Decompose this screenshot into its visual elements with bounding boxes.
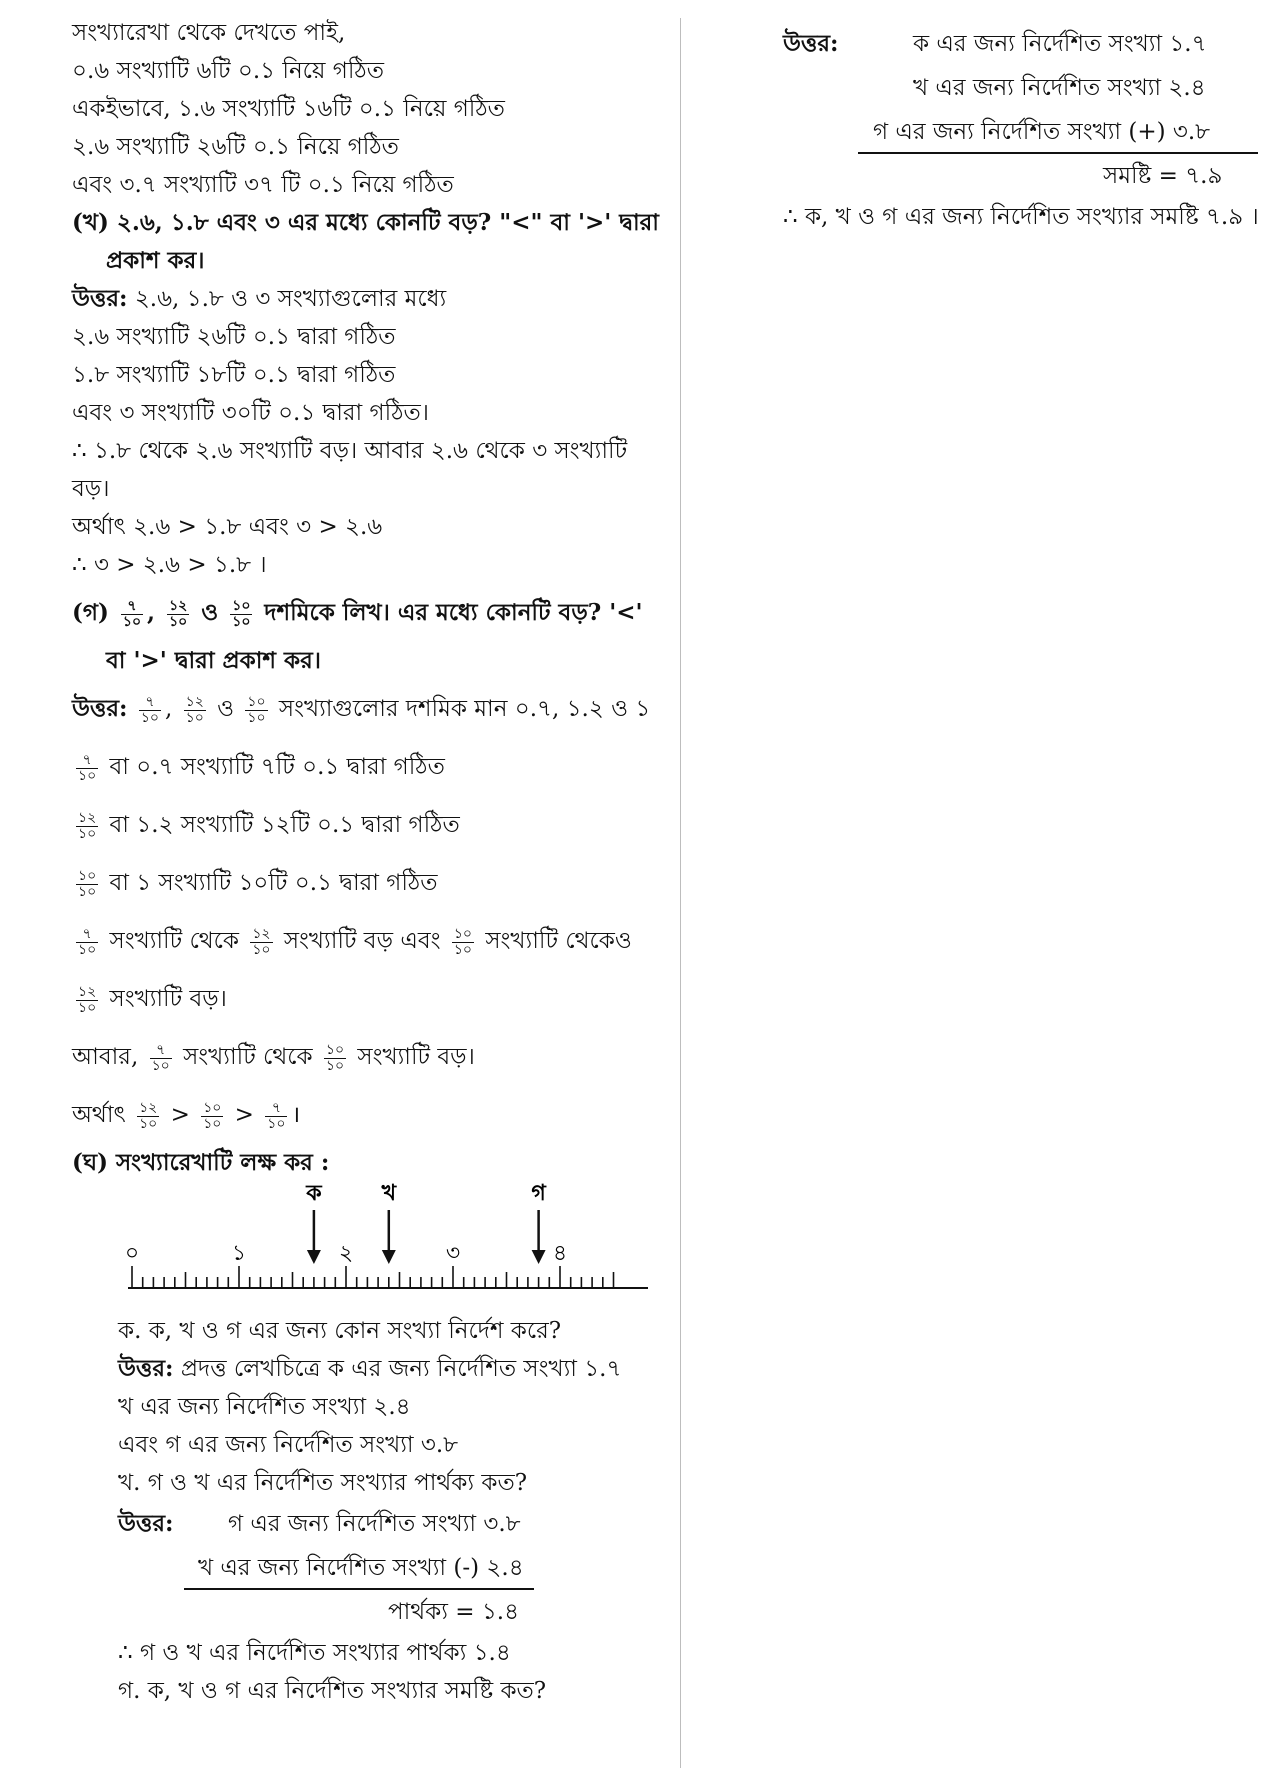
difference-row xyxy=(118,1590,672,1634)
number-line-label: ২ xyxy=(338,1241,354,1266)
fraction-7-10 xyxy=(76,927,98,958)
subtraction-row xyxy=(118,1546,672,1590)
numerator: ৭ xyxy=(139,695,161,711)
answer-text: প্রদত্ত লেখচিত্রে ক এর জন্য নির্দেশিত সংখ্যা ১.৭ xyxy=(173,1356,622,1382)
number-line-label: ১ xyxy=(231,1241,247,1266)
sum-row xyxy=(783,22,1263,66)
end-mark: । xyxy=(291,1102,301,1128)
text-line: ০.৬ সংখ্যাটি ৬টি ০.১ নিয়ে গঠিত xyxy=(72,58,384,84)
comma: , xyxy=(147,599,156,626)
text-line xyxy=(72,1086,672,1144)
answer-text: ২.৬, ১.৮ ও ৩ সংখ্যাগুলোর মধ্যে xyxy=(127,286,447,312)
line-text: বা ০.৭ সংখ্যাটি ৭টি ০.১ দ্বারা গঠিত xyxy=(102,754,445,780)
text-line: অর্থাৎ ২.৬ > ১.৮ এবং ৩ > ২.৬ xyxy=(72,514,383,540)
denominator: ১০ xyxy=(78,883,97,900)
text-line xyxy=(72,796,672,854)
number-line-label: ০ xyxy=(124,1241,140,1266)
number-line-svg xyxy=(124,1180,688,1312)
denominator: ১০ xyxy=(185,709,204,726)
question-ga xyxy=(72,584,672,642)
sum-row xyxy=(783,66,1263,110)
comma: , xyxy=(165,696,173,722)
marker-arrow-head xyxy=(307,1250,321,1264)
numerator: ৭ xyxy=(121,599,143,615)
numerator: ৭ xyxy=(265,1101,287,1117)
number-line-label: ৪ xyxy=(552,1241,568,1266)
conjunction: ও xyxy=(201,599,219,626)
line-text: সংখ্যাটি বড়। xyxy=(102,986,227,1012)
sum-operand: খ এর জন্য নির্দেশিত সংখ্যা ২.৪ xyxy=(913,75,1206,101)
fraction-12-10 xyxy=(167,599,189,630)
fraction-10-10 xyxy=(201,1101,223,1132)
numerator: ১২ xyxy=(185,693,204,710)
answer-label: উত্তর: xyxy=(783,30,839,57)
line-text: সংখ্যাটি বড় এবং xyxy=(276,928,448,954)
line-text: সংখ্যাটি থেকে xyxy=(102,928,247,954)
fraction-10-10 xyxy=(230,599,252,630)
sum-operand: ক এর জন্য নির্দেশিত সংখ্যা ১.৭ xyxy=(913,31,1207,57)
numerator: ১০ xyxy=(453,925,473,942)
fraction-7-10 xyxy=(265,1101,287,1132)
fraction-7-10 xyxy=(76,753,98,784)
numerator: ১২ xyxy=(78,983,97,1000)
fraction-10-10 xyxy=(452,927,474,958)
line-text: বা ১.২ সংখ্যাটি ১২টি ০.১ দ্বারা গঠিত xyxy=(102,812,460,838)
text-line: বড়। xyxy=(72,476,110,502)
fraction-10-10 xyxy=(324,1043,346,1074)
operator: > xyxy=(163,1102,198,1128)
sum-operand: গ এর জন্য নির্দেশিত সংখ্যা (+) ৩.৮ xyxy=(873,119,1211,145)
sum-result: সমষ্টি = ৭.৯ xyxy=(1103,163,1223,189)
text-line xyxy=(72,738,672,796)
fraction-7-10 xyxy=(139,695,161,726)
question-g: গ. ক, খ ও গ এর নির্দেশিত সংখ্যার সমষ্টি কত? xyxy=(118,1678,547,1704)
denominator: ১০ xyxy=(169,613,188,630)
text-line xyxy=(72,912,672,970)
operator: > xyxy=(227,1102,262,1128)
denominator: ১০ xyxy=(78,999,97,1016)
numerator: ১২ xyxy=(252,925,271,942)
sum-total-row xyxy=(783,154,1263,198)
difference-result: পার্থক্য = ১.৪ xyxy=(388,1599,519,1625)
right-column xyxy=(783,22,1263,236)
question-kha-cont: প্রকাশ কর। xyxy=(106,247,205,274)
text-line xyxy=(72,854,672,912)
number-line-label: ৩ xyxy=(445,1241,461,1266)
line-text: সংখ্যাটি থেকে xyxy=(175,1044,320,1070)
sum-row xyxy=(783,110,1263,154)
fraction-12-10 xyxy=(250,927,272,958)
line-text: অর্থাৎ xyxy=(72,1102,134,1128)
denominator: ১০ xyxy=(78,825,97,842)
numerator: ৭ xyxy=(76,753,98,769)
question-text: দশমিকে লিখ। এর মধ্যে কোনটি বড়? '<' xyxy=(256,599,643,626)
subtraction-operand: খ এর জন্য নির্দেশিত সংখ্যা (-) ২.৪ xyxy=(198,1555,524,1581)
marker-label: গ xyxy=(531,1180,546,1206)
question-ga-cont: বা '>' দ্বারা প্রকাশ কর। xyxy=(106,647,322,674)
conjunction: ও xyxy=(217,696,235,722)
line-text: আবার, xyxy=(72,1044,146,1070)
text-line: এবং গ এর জন্য নির্দেশিত সংখ্যা ৩.৮ xyxy=(118,1432,459,1458)
answer-text: সংখ্যাগুলোর দশমিক মান ০.৭, ১.২ ও ১ xyxy=(271,696,651,722)
numerator: ১০ xyxy=(325,1041,345,1058)
question-gha: (ঘ) সংখ্যারেখাটি লক্ষ কর : xyxy=(72,1149,330,1176)
line-text: সংখ্যাটি থেকেও xyxy=(478,928,632,954)
fraction-12-10 xyxy=(137,1101,159,1132)
marker-arrow-head xyxy=(532,1250,546,1264)
question-label: (গ) xyxy=(72,599,109,626)
marker-label: খ xyxy=(381,1180,397,1206)
question-kha: (খ) ২.৬, ১.৮ এবং ৩ এর মধ্যে কোনটি বড়? "<" বা '>' দ্বারা xyxy=(72,209,659,236)
denominator: ১০ xyxy=(453,941,473,958)
answer-label: উত্তর: xyxy=(72,285,128,312)
numerator: ৭ xyxy=(150,1043,172,1059)
text-line: ২.৬ সংখ্যাটি ২৬টি ০.১ নিয়ে গঠিত xyxy=(72,134,399,160)
denominator: ১০ xyxy=(232,613,251,630)
denominator: ১০ xyxy=(122,613,142,630)
numerator: ১০ xyxy=(247,693,266,710)
conclusion-line: ∴ ক, খ ও গ এর জন্য নির্দেশিত সংখ্যার সমষ্টি ৭.৯ । xyxy=(783,204,1259,230)
text-line xyxy=(72,970,672,1028)
marker-label: ক xyxy=(306,1180,322,1206)
denominator: ১০ xyxy=(151,1057,170,1074)
fraction-12-10 xyxy=(184,695,206,726)
numerator: ১২ xyxy=(78,809,97,826)
numerator: ১০ xyxy=(232,597,251,614)
text-line xyxy=(72,1028,672,1086)
denominator: ১০ xyxy=(139,1115,158,1132)
denominator: ১০ xyxy=(140,709,160,726)
answer-line xyxy=(72,680,672,738)
fraction-7-10 xyxy=(150,1043,172,1074)
text-line: ১.৮ সংখ্যাটি ১৮টি ০.১ দ্বারা গঠিত xyxy=(72,362,396,388)
text-line: সংখ্যারেখা থেকে দেখতে পাই, xyxy=(72,20,346,46)
numerator: ৭ xyxy=(76,927,98,943)
number-line-figure xyxy=(124,1180,688,1312)
line-text: বা ১ সংখ্যাটি ১০টি ০.১ দ্বারা গঠিত xyxy=(102,870,438,896)
answer-line xyxy=(118,1502,672,1546)
denominator: ১০ xyxy=(252,941,271,958)
text-line: ∴ ১.৮ থেকে ২.৬ সংখ্যাটি বড়। আবার ২.৬ থেকে ৩ সংখ্যাটি xyxy=(72,438,628,464)
left-column xyxy=(72,14,672,1710)
text-line: এবং ৩.৭ সংখ্যাটি ৩৭ টি ০.১ নিয়ে গঠিত xyxy=(72,172,454,198)
marker-arrow-head xyxy=(382,1250,396,1264)
numerator: ১০ xyxy=(78,867,97,884)
subtraction-row: গ এর জন্য নির্দেশিত সংখ্যা ৩.৮ xyxy=(228,1511,521,1537)
denominator: ১০ xyxy=(78,941,97,958)
column-divider xyxy=(680,18,681,1768)
fraction-10-10 xyxy=(245,695,267,726)
line-text: সংখ্যাটি বড়। xyxy=(350,1044,475,1070)
numerator: ১২ xyxy=(139,1099,158,1116)
fraction-12-10 xyxy=(76,985,98,1016)
question-kh: খ. গ ও খ এর নির্দেশিত সংখ্যার পার্থক্য কত? xyxy=(118,1470,528,1496)
answer-label: উত্তর: xyxy=(118,1355,174,1382)
question-ka: ক. ক, খ ও গ এর জন্য কোন সংখ্যা নির্দেশ করে? xyxy=(118,1318,562,1344)
denominator: ১০ xyxy=(78,767,97,784)
fraction-7-10 xyxy=(121,599,143,630)
fraction-12-10 xyxy=(76,811,98,842)
text-line: ∴ গ ও খ এর নির্দেশিত সংখ্যার পার্থক্য ১.৪ xyxy=(118,1640,511,1666)
fraction-10-10 xyxy=(76,869,98,900)
text-line: এবং ৩ সংখ্যাটি ৩০টি ০.১ দ্বারা গঠিত। xyxy=(72,400,429,426)
answer-label: উত্তর: xyxy=(118,1510,174,1537)
text-line: ২.৬ সংখ্যাটি ২৬টি ০.১ দ্বারা গঠিত xyxy=(72,324,396,350)
denominator: ১০ xyxy=(247,709,266,726)
text-line: একইভাবে, ১.৬ সংখ্যাটি ১৬টি ০.১ নিয়ে গঠিত xyxy=(72,96,505,122)
numerator: ১০ xyxy=(203,1099,222,1116)
denominator: ১০ xyxy=(267,1115,286,1132)
numerator: ১২ xyxy=(169,597,188,614)
answer-line xyxy=(118,1350,672,1388)
answer-label: উত্তর: xyxy=(72,695,128,722)
denominator: ১০ xyxy=(203,1115,222,1132)
answer-line xyxy=(72,280,672,318)
text-line: খ এর জন্য নির্দেশিত সংখ্যা ২.৪ xyxy=(118,1394,411,1420)
denominator: ১০ xyxy=(325,1057,345,1074)
text-line: ∴ ৩ > ২.৬ > ১.৮ । xyxy=(72,552,267,578)
